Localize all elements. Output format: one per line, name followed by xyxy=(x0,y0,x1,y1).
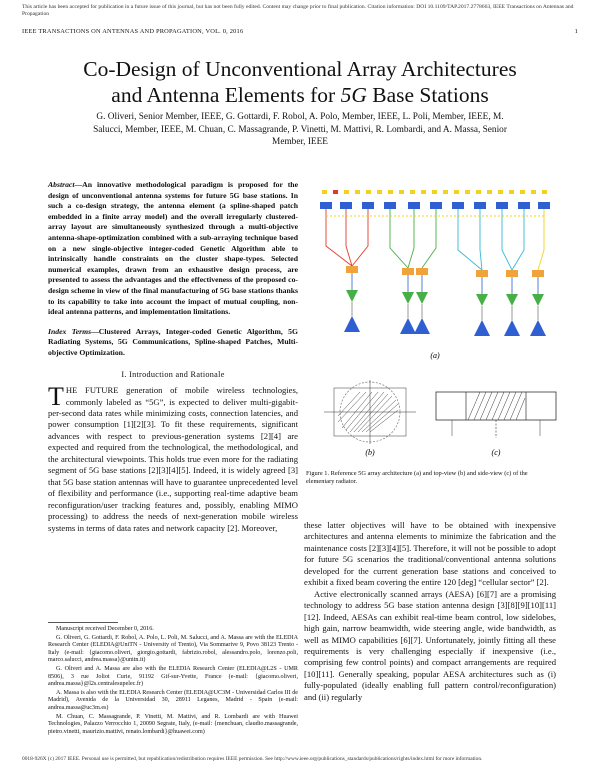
footnote: G. Oliveri and A. Massa are also with the ELEDIA Research Center (ELEDIA@L2S - UMR 8506), 3 rue Joliot Curie, 91192 Gif-sur-Yvette, France (e-mail: {giacomo.oliveri, andrea.massa}@l2s.centralesupelec.fr) xyxy=(48,665,298,688)
figure-label-b: (b) xyxy=(365,448,375,457)
couplers xyxy=(346,266,544,277)
right-paragraph-1: these latter objectives will have to be obtained with inexpensive architectures and antenna elements to minimize the fabrication and the maintenance costs [2][3][4][5]. Therefore, it will not be possible to adopt for future 5G scenarios the traditional/conventional antenna solutions developed for the current generation base stations and conceived to exhibit a fixed beam covering the entire 120 [deg] “cellular sector” [2]. xyxy=(304,520,556,588)
journal-running-title: IEEE TRANSACTIONS ON ANTENNAS AND PROPAGATION, VOL. 0, 2016 xyxy=(22,28,244,35)
intro-text: HE FUTURE generation of mobile wireless technologies, commonly labeled as “5G”, is expected to deliver multi-gigabit-per-second data rates while minimizing costs, connection latencies, and power consumption [1][2][3]. To fit these requirements, significant advances with respect to previous-generation systems [2][4] are expected and required from the technological, the methodological, and the architectural viewpoints. This holds true even more for the radiating segment of 5G base stations [2][3][4][5]. Indeed, it is widely agreed [3] that 5G base station antennas will have to guarantee unprecedented level of flexibility and performance (i.e., supporting real-time adaptive beam reconfiguration/user tracking features and, possibly, enabling MIMO processing) to address the needs of next-generation mobile wireless systems in terms of data rates and network capacity [2]. Moreover, xyxy=(48,385,298,533)
drop-cap: T xyxy=(48,382,64,412)
figure-b-top-view xyxy=(312,378,430,458)
figure-caption: Figure 1. Reference 5G array architecture (a) and top-view (b) and side-view (c) of the elementary radiator. xyxy=(306,470,528,486)
publication-notice: This article has been accepted for publication in a future issue of this journal, but has not been fully edited. Content may change prior to final publication. Citation information: DOI 10.1109/TAP.2017.2778663, IEEE Transactions on Antennas and Propagation xyxy=(22,4,574,17)
right-paragraph-2: Active electronically scanned arrays (AESA) [6][7] are a promising technology to address 5G base station antenna design [3][8][9][10][11][12]. Indeed, AESAs can exhibit real-time beam control, low sidelobes, high gain, narrow beamwidth, wide steering angle, wide bandwidth, as well as MIMO capabilities [6][7]. Unfortunately, jointly fitting all these requirements is very challenging especially if inexpensive (i.e., comprising few control points) and compact arrangements are required [10][11]. Generally speaking, popular AESA architectures such as (i) fully-populated (ideally enabling full pattern control/reconfiguration) and (ii) regularly xyxy=(304,588,556,702)
feed-network-lines xyxy=(326,209,544,270)
footnote: A. Massa is also with the ELEDIA Research Center (ELEDIA@UC3M - Universidad Carlos III de Madrid), Avenida de la Universidad 30, 28911 Leganes, Madrid - Spain (e-mail: andrea.massa@uc3m.es) xyxy=(48,689,298,711)
index-terms xyxy=(48,327,298,359)
figure-a-array-architecture xyxy=(312,186,558,364)
side-view-hatching xyxy=(468,392,525,420)
figure-label-a: (a) xyxy=(430,351,440,360)
figure-c-side-view xyxy=(432,378,560,458)
page-number: 1 xyxy=(574,28,578,35)
footnote: M. Chuan, C. Massagrande, P. Vinetti, M. Mattivi, and R. Lombardi are with Huawei Technologies, Palazzo Verrocchio 1, 20090 Segrate, Italy, (e-mail: {menchuan, claudio.massagrande, pietro.vinetti, maurizio.mattivi, renato.lombardi}@huawei.com) xyxy=(48,713,298,735)
title-line-2 xyxy=(20,82,580,108)
abstract-label: Abstract xyxy=(48,180,75,189)
title-line-2-a: and Antenna Elements for xyxy=(111,83,341,107)
output-feed xyxy=(352,302,538,320)
subarray-blocks xyxy=(320,202,550,209)
authors-line-3: Member, IEEE xyxy=(272,137,328,147)
authors-line-1: G. Oliveri, Senior Member, IEEE, G. Gottardi, F. Robol, A. Polo, Member, IEEE, L. Poli, Member, IEEE, M. xyxy=(96,112,504,122)
index-terms-label: Index Terms xyxy=(48,326,92,336)
title-line-2-b: 5G xyxy=(340,83,367,107)
index-terms-text: —Clustered Arrays, Integer-coded Genetic Algorithm, 5G Radiating Systems, 5G Communications, Spline-shaped Patches, Multi-objective Optimization. xyxy=(48,326,298,357)
title-line-2-c: Base Stations xyxy=(366,83,489,107)
output-triangles xyxy=(344,316,546,336)
right-column xyxy=(304,520,556,703)
running-head xyxy=(22,28,578,35)
abstract-text: —An innovative methodological paradigm is proposed for the design of unconventional antenna systems for future 5G base stations. In such a co-design strategy, the antenna element (a spline-shaped patch embedded in a finite array model) and the overall irregularly clustered-array layout are simultaneously synthesized through a multi-objective antenna-shape-optimization combined with a sub-arraying technique based on a new single-objective integer-coded Genetic Algorithm able to intrinsically handle constraints on the cluster shape-types. Selected numerical examples, drawn from an exhaustive design process, are presented to assess the advantages and the effectiveness of the proposed co-design scheme in view of the final manufacturing of 5G base stations thanks to its capability to take into account the impact of mutual coupling, non-ideal antenna patterns, and implementation limitations. xyxy=(48,180,298,317)
authors-line-2: Salucci, Member, IEEE, M. Chuan, C. Massagrande, P. Vinetti, M. Mattivi, R. Lombardi, and A. Massa, Senior xyxy=(93,124,507,135)
amplifier-triangles xyxy=(346,290,544,306)
copyright-footer: 0018-926X (c) 2017 IEEE. Personal use is permitted, but republication/redistribution requires IEEE permission. See http://www.ieee.org/publications_standards/publications/rights/index.html for more information. xyxy=(22,756,483,762)
author-list xyxy=(30,111,570,149)
abstract xyxy=(48,180,298,318)
intro-paragraph xyxy=(48,382,298,534)
paper-title xyxy=(20,56,580,108)
footnote-rule xyxy=(48,622,118,623)
footnotes xyxy=(48,622,298,737)
left-column xyxy=(48,180,298,534)
title-line-1: Co-Design of Unconventional Array Architectures xyxy=(83,57,517,81)
footnote: G. Oliveri, G. Gottardi, F. Robol, A. Polo, L. Poli, M. Salucci, and A. Massa are with the ELEDIA Research Center (ELEDIA@UniTN - University of Trento), Via Sommarive 9, Povo 38123 Trento - Italy (e-mail: {giacomo.oliveri, giorgio.gottardi, fabrizio.robol, alessandro.polo, lorenzo.poli, marco.salucci, andrea.massa}@unitn.it) xyxy=(48,634,298,664)
section-title: I. Introduction and Rationale xyxy=(121,369,225,379)
element-row xyxy=(322,190,547,194)
figure-label-c: (c) xyxy=(491,448,501,457)
footnote: Manuscript received December 0, 2016. xyxy=(56,626,154,632)
